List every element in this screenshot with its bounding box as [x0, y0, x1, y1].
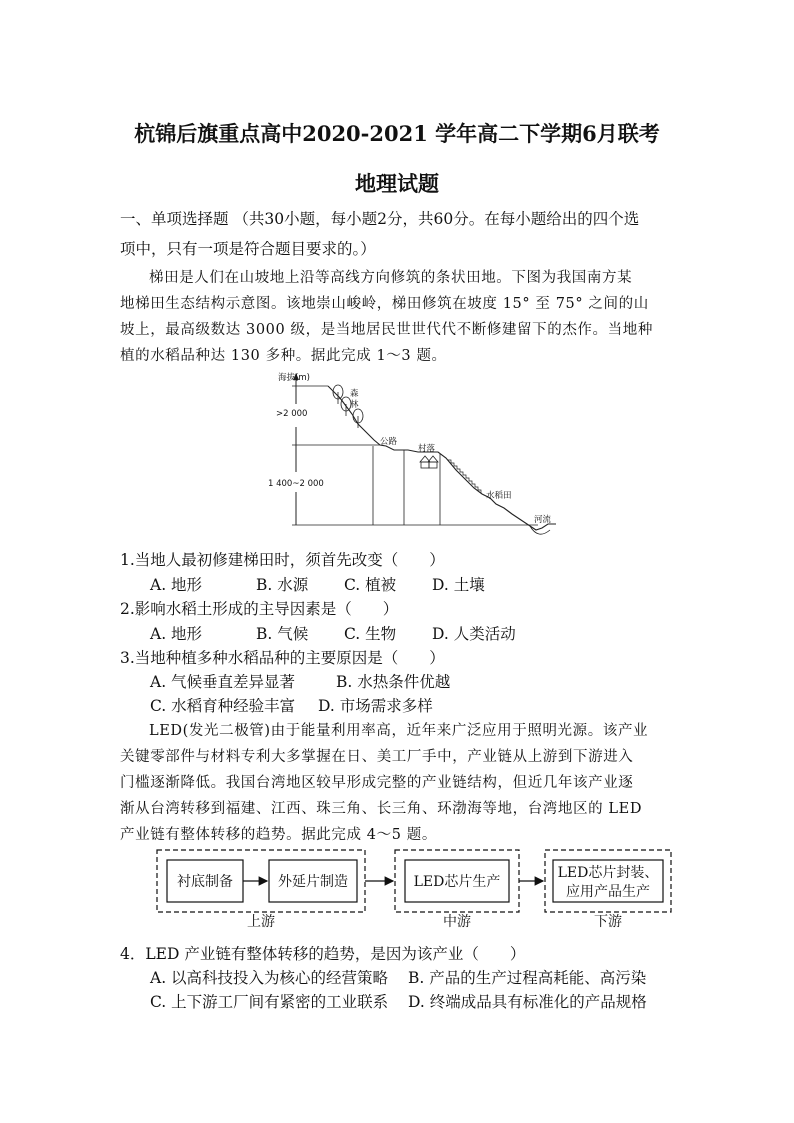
river-label: 河流 [534, 515, 552, 525]
option-2c: C. 生物 [344, 625, 397, 643]
passage2-line: 门槛逐渐降低。我国台湾地区较早形成完整的产业链结构，但近几年该产业逐 [120, 775, 634, 791]
option-2b: B. 气候 [256, 625, 309, 643]
passage1-line: 植的水稻品种达 130 多种。据此完成 1～3 题。 [120, 348, 447, 364]
box-label: 应用产品生产 [566, 884, 650, 900]
road-label: 公路 [380, 437, 398, 447]
option-2a: A. 地形 [150, 625, 203, 643]
option-3c: C. 水稻育种经验丰富 [150, 697, 296, 715]
page-title: 杭锦后旗重点高中2020-2021 学年高二下学期6月联考 [134, 121, 660, 146]
terrace-steps [448, 460, 481, 493]
option-2d: D. 人类活动 [432, 625, 516, 643]
option-1a: A. 地形 [150, 576, 203, 594]
option-3b: B. 水热条件优越 [336, 673, 451, 691]
question-1-stem: 1.当地人最初修建梯田时，须首先改变（ ） [120, 551, 445, 569]
option-1b: B. 水源 [256, 576, 309, 594]
terrace-diagram [268, 370, 568, 540]
forest-label: 森 [350, 389, 359, 399]
passage1-line: 坡上，最高级数达 3000 级，是当地居民世世代代不断修建留下的杰作。当地种 [120, 322, 653, 338]
passage2-line: LED(发光二极管)由于能量利用率高，近年来广泛应用于照明光源。该产业 [149, 723, 649, 739]
box-label: LED芯片封装、 [557, 865, 659, 881]
section-heading-line2: 项中，只有一项是符合题目要求的。） [120, 240, 376, 258]
box-label: 外延片制造 [278, 874, 348, 890]
section-heading-line1: 一、单项选择题 （共30小题，每小题2分，共60分。在每小题给出的四个选 [120, 210, 640, 228]
option-3a: A. 气候垂直差异显著 [150, 673, 296, 691]
led-chain-diagram [155, 846, 675, 930]
box-label: LED芯片生产 [413, 874, 501, 890]
question-3-stem: 3.当地种植多种水稻品种的主要原因是（ ） [120, 649, 445, 667]
option-3d: D. 市场需求多样 [318, 697, 433, 715]
passage1-line: 梯田是人们在山坡地上沿等高线方向修筑的条状田地。下图为我国南方某 [149, 270, 633, 286]
river-curve [530, 526, 550, 534]
stage-label: 中游 [443, 914, 471, 930]
page-subtitle: 地理试题 [355, 171, 439, 196]
option-1c: C. 植被 [344, 576, 397, 594]
village-label: 村落 [418, 444, 436, 454]
lower-range-label: 1 400~2 000 [268, 479, 324, 489]
option-4c: C. 上下游工厂间有紧密的工业联系 [150, 993, 389, 1011]
passage2-line: 产业链有整体转移的趋势。据此完成 4～5 题。 [120, 827, 437, 843]
house-icon [420, 456, 438, 468]
upper-range-label: >2 000 [276, 409, 308, 419]
passage1-line: 地梯田生态结构示意图。该地崇山峻岭，梯田修筑在坡度 15° 至 75° 之间的山 [120, 296, 649, 312]
passage2-line: 关键零部件与材料专利大多掌握在日、美工厂手中，产业链从上游到下游进入 [120, 749, 634, 765]
passage2-line: 渐从台湾转移到福建、江西、珠三角、长三角、环渤海等地，台湾地区的 LED [120, 801, 643, 817]
slope-profile [328, 386, 556, 530]
rice-field-label: 水稻田 [486, 491, 512, 501]
box-label: 衬底制备 [177, 874, 233, 890]
option-4a: A. 以高科技投入为核心的经营策略 [150, 969, 389, 987]
downstream-group [545, 850, 671, 912]
forest-label: 林 [350, 400, 359, 410]
question-4-stem: 4．LED 产业链有整体转移的趋势，是因为该产业（ ） [120, 945, 526, 963]
stage-label: 上游 [247, 914, 275, 930]
option-4b: B. 产品的生产过程高耗能、高污染 [408, 969, 647, 987]
stage-label: 下游 [594, 914, 622, 930]
option-1d: D. 土壤 [432, 576, 485, 594]
option-4d: D. 终端成品具有标准化的产品规格 [408, 993, 647, 1011]
y-axis-label: 海拔(m) [278, 373, 310, 383]
question-2-stem: 2.影响水稻土形成的主导因素是（ ） [120, 600, 399, 618]
